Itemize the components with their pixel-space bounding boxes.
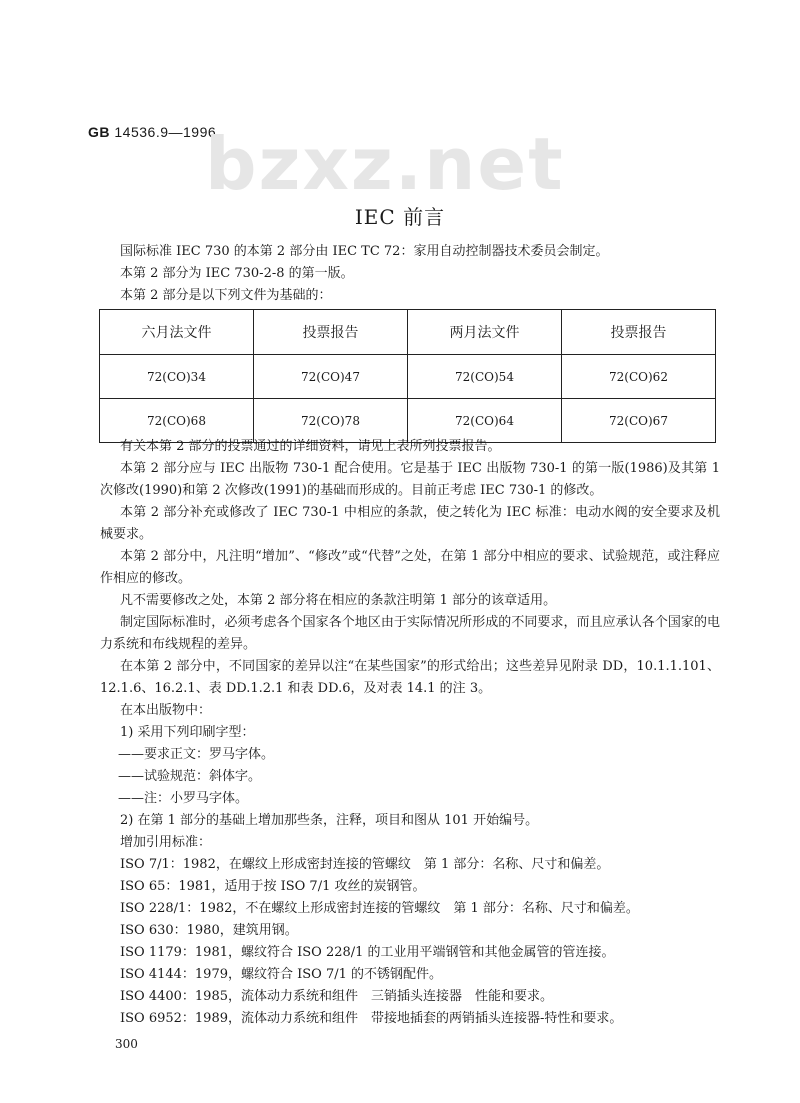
body-paragraph: 在本第 2 部分中，不同国家的差异以注“在某些国家”的形式给出；这些差异见附录 DD，10.1.1.101、12.1.6、16.2.1、表 DD.1.2.1 和表 DD.6，及对表 14.1 的注 3。 (100, 659, 720, 696)
table-cell: 72(CO)47 (254, 355, 408, 399)
table-cell: 72(CO)78 (254, 399, 408, 443)
standard-code (88, 124, 216, 140)
body-paragraph: 凡不需要修改之处，本第 2 部分将在相应的条款注明第 1 部分的该章适用。 (120, 593, 557, 608)
table-header-cell: 投票报告 (562, 310, 716, 355)
typography-item: ——要求正文：罗马字体。 (118, 747, 275, 762)
body-paragraph: 在本出版物中： (120, 703, 212, 718)
table-header-cell: 六月法文件 (100, 310, 254, 355)
table-header-cell: 投票报告 (254, 310, 408, 355)
reference-item: ISO 7/1：1982，在螺纹上形成密封连接的管螺纹 第 1 部分：名称、尺寸和偏差。 (120, 857, 610, 872)
watermark: bzxz.net (205, 122, 565, 206)
body-paragraph: 本第 2 部分应与 IEC 出版物 730-1 配合使用。它是基于 IEC 出版物 730-1 的第一版(1986)及其第 1 次修改(1990)和第 2 次修改(1991)的基础而形成的。目前正考虑 IEC 730-1 的修改。 (100, 461, 720, 498)
intro-line: 本第 2 部分为 IEC 730-2-8 的第一版。 (120, 266, 354, 281)
reference-item: ISO 65：1981，适用于按 ISO 7/1 攻丝的炭钢管。 (120, 879, 426, 894)
intro-line: 国际标准 IEC 730 的本第 2 部分由 IEC TC 72：家用自动控制器技术委员会制定。 (120, 244, 609, 259)
reference-item: ISO 228/1：1982，不在螺纹上形成密封连接的管螺纹 第 1 部分：名称、尺寸和偏差。 (120, 901, 639, 916)
standard-prefix: GB (88, 124, 110, 140)
table-cell: 72(CO)54 (408, 355, 562, 399)
typography-heading: 1) 采用下列印刷字型： (120, 725, 255, 740)
reference-item: ISO 4400：1985，流体动力系统和组件 三销插头连接器 性能和要求。 (120, 989, 553, 1004)
page-title: IEC 前言 (354, 205, 446, 229)
page-number: 300 (115, 1037, 138, 1051)
numbering-note: 2) 在第 1 部分的基础上增加那些条，注释，项目和图从 101 开始编号。 (120, 813, 539, 828)
intro-line: 本第 2 部分是以下列文件为基础的： (120, 288, 332, 303)
typography-item: ——注：小罗马字体。 (118, 791, 249, 806)
body-paragraph: 有关本第 2 部分的投票通过的详细资料，请见上表所列投票报告。 (120, 439, 501, 454)
table-cell: 72(CO)62 (562, 355, 716, 399)
references-heading: 增加引用标准： (120, 835, 212, 850)
reference-item: ISO 1179：1981，螺纹符合 ISO 228/1 的工业用平端钢管和其他金属管的管连接。 (120, 945, 615, 960)
reference-item: ISO 630：1980，建筑用钢。 (120, 923, 298, 938)
table-cell: 72(CO)68 (100, 399, 254, 443)
table-cell: 72(CO)34 (100, 355, 254, 399)
body-paragraph: 制定国际标准时，必须考虑各个国家各个地区由于实际情况所形成的不同要求，而且应承认各个国家的电力系统和布线规程的差异。 (100, 615, 720, 652)
standard-number: 14536.9—1996 (114, 124, 217, 140)
vote-documents-table (99, 309, 716, 443)
table-header-row (100, 310, 716, 355)
body-paragraph: 本第 2 部分补充或修改了 IEC 730-1 中相应的条款，使之转化为 IEC 标准：电动水阀的安全要求及机械要求。 (100, 505, 720, 542)
table-header-cell: 两月法文件 (408, 310, 562, 355)
table-row (100, 355, 716, 399)
reference-item: ISO 6952：1989，流体动力系统和组件 带接地插套的两销插头连接器-特性和要求。 (120, 1011, 623, 1026)
reference-item: ISO 4144：1979，螺纹符合 ISO 7/1 的不锈钢配件。 (120, 967, 443, 982)
table-cell: 72(CO)64 (408, 399, 562, 443)
typography-item: ——试验规范：斜体字。 (118, 769, 262, 784)
table-cell: 72(CO)67 (562, 399, 716, 443)
body-paragraph: 本第 2 部分中，凡注明“增加”、“修改”或“代替”之处，在第 1 部分中相应的要求、试验规范，或注释应作相应的修改。 (100, 549, 720, 586)
